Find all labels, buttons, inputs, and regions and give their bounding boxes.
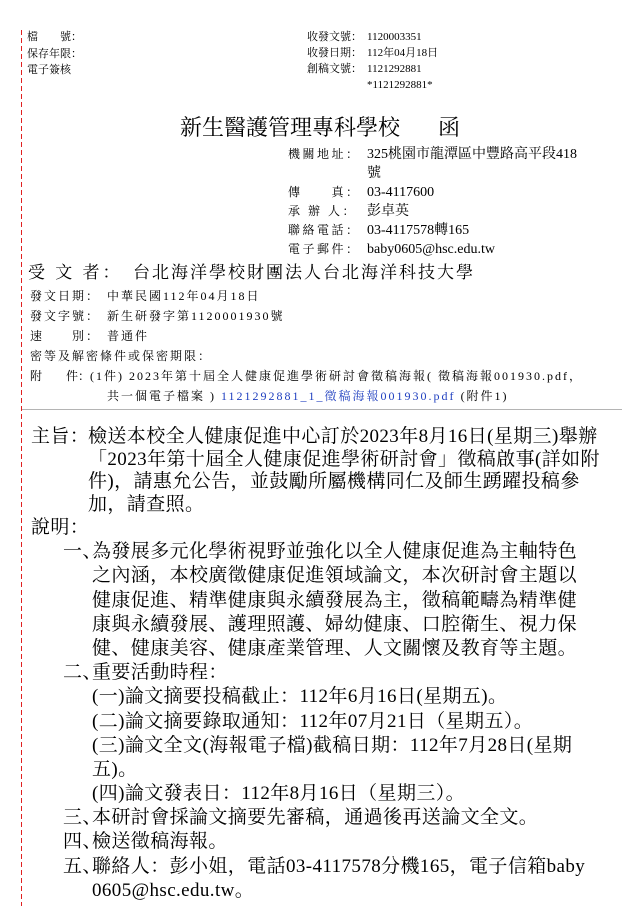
explanation-section	[0, 516, 622, 903]
schedule-item-4: (四)論文發表日：112年8月16日（星期三）。	[92, 783, 466, 805]
subject-line: 件)，請惠允公告，並鼓勵所屬機構同仁及師生踴躍投稿參	[88, 471, 580, 492]
issue-date-value: 中華民國112年04月18日	[107, 289, 261, 303]
issue-number-row	[30, 306, 592, 326]
item-line: 健康促進、精準健康與永續發展為主，徵稿範疇為精準健	[92, 589, 578, 611]
item-line: 0605@hsc.edu.tw。	[92, 879, 255, 901]
schedule-item-2: (二)論文摘要錄取通知：112年07月21日（星期五）。	[92, 710, 534, 732]
explanation-item-1	[0, 540, 622, 661]
receive-number-row	[307, 29, 438, 45]
attachment-file-link[interactable]: 1121292881_1_徵稿海報001930.pdf	[221, 389, 456, 403]
explanation-label: 說明：	[31, 517, 90, 538]
issue-number-value: 新生研發字第1120001930號	[107, 309, 285, 323]
schedule-item-3: (三)論文全文(海報電子檔)截稿日期：112年7月28日(星期	[92, 734, 573, 756]
document-meta	[30, 286, 592, 406]
explanation-item-2	[0, 661, 622, 806]
address-row	[288, 145, 588, 183]
header-right	[307, 29, 438, 93]
item-marker: 二、	[63, 662, 102, 684]
explanation-item-3	[0, 806, 622, 830]
item-line: 康與永續發展、護理照護、婦幼健康、口腔衛生、視力保	[92, 613, 578, 635]
delivery-speed-row	[30, 326, 592, 346]
subject-line: 檢送本校全人健康促進中心訂於2023年8月16日(星期三)舉辦	[88, 426, 598, 447]
e-signature-label: 電子簽核	[27, 64, 71, 76]
draft-number-label: 創稿文號：	[307, 63, 362, 75]
recipient-label: 受 文 者：	[28, 263, 123, 282]
barcode-text: *1121292881*	[367, 79, 433, 91]
draft-number-value: 1121292881	[367, 63, 422, 75]
item-line: 檢送徵稿海報。	[92, 831, 228, 853]
item-line: 本研討會採論文摘要先審稿，通過後再送論文全文。	[92, 807, 539, 829]
item-marker: 五、	[63, 855, 102, 877]
phone-row	[288, 221, 588, 240]
item-marker: 一、	[63, 541, 102, 563]
document-type: 函	[438, 115, 461, 140]
item-line: 重要活動時程：	[92, 662, 228, 684]
subject-text	[88, 426, 618, 516]
explanation-item-5	[0, 855, 622, 903]
attachment-row	[30, 366, 592, 406]
delivery-speed-value: 普通件	[107, 329, 150, 343]
email-row	[288, 240, 588, 259]
fax-row	[288, 183, 588, 202]
subject-label: 主旨：	[31, 426, 90, 447]
issue-date-label: 發文日期：	[30, 289, 101, 303]
schedule-item-3-continued: 五)。	[92, 758, 138, 780]
header-left	[27, 29, 82, 79]
phone-label: 聯絡電話：	[288, 223, 361, 237]
handler-value: 彭卓英	[367, 204, 409, 219]
header-divider	[22, 409, 622, 410]
phone-value: 03-4117578轉165	[367, 223, 470, 238]
item-line: 聯絡人：彭小姐，電話03-4117578分機165，電子信箱baby	[92, 855, 586, 877]
item-line: 為發展多元化學術視野並強化以全人健康促進為主軸特色	[92, 541, 578, 563]
attachment-description: 2023年第十屆全人健康促進學術研討會徵稿海報( 徵稿海報001930.pdf，共一個電子檔案 )	[107, 369, 584, 403]
attachment-count: (1件)	[90, 369, 125, 383]
attachment-tag: (附件1)	[460, 389, 509, 403]
fax-value: 03-4117600	[367, 185, 435, 200]
contact-block	[288, 145, 588, 259]
recipient-name: 台北海洋學校財團法人台北海洋科技大學	[133, 263, 475, 282]
item-line: 之內涵，本校廣徵健康促進領域論文，本次研討會主題以	[92, 565, 578, 587]
attachment-label: 附 件：	[30, 369, 91, 383]
receive-date-row	[307, 45, 438, 61]
retention-period-label: 保存年限：	[27, 47, 82, 60]
secrecy-row	[30, 346, 592, 366]
email-label: 電子郵件：	[288, 242, 361, 256]
address-value: 325桃園市龍潭區中豐路高平段418號	[367, 147, 577, 181]
draft-number-row	[307, 61, 438, 77]
document-title	[180, 115, 460, 141]
item-line: 健、健康美容、健康產業管理、人文關懷及教育等主題。	[92, 637, 578, 659]
delivery-speed-label: 速 別：	[30, 329, 101, 343]
secrecy-label: 密等及解密條件或保密期限：	[30, 349, 213, 363]
explanation-item-4	[0, 830, 622, 854]
receive-number-value: 1120003351	[367, 31, 422, 43]
fax-label: 傳 真：	[288, 185, 361, 199]
receive-number-label: 收發文號：	[307, 31, 362, 43]
email-value: baby0605@hsc.edu.tw	[367, 242, 495, 257]
recipient-row	[28, 262, 475, 284]
agency-name: 新生醫護管理專科學校	[180, 115, 401, 140]
issue-number-label: 發文字號：	[30, 309, 101, 323]
receive-date-label: 收發日期：	[307, 47, 362, 59]
subject-line: 「2023年第十屆全人健康促進學術研討會」徵稿啟事(詳如附	[88, 448, 600, 470]
item-marker: 三、	[63, 807, 102, 829]
handler-row	[288, 202, 588, 221]
file-number-label: 檔 號：	[27, 31, 82, 43]
schedule-item-1: (一)論文摘要投稿截止：112年6月16日(星期五)。	[92, 686, 508, 708]
address-label: 機關地址：	[288, 147, 361, 161]
subject-line: 加，請查照。	[88, 493, 205, 515]
handler-label: 承 辦 人：	[288, 204, 358, 218]
receive-date-value: 112年04月18日	[367, 47, 439, 59]
issue-date-row	[30, 286, 592, 306]
item-marker: 四、	[63, 831, 102, 853]
